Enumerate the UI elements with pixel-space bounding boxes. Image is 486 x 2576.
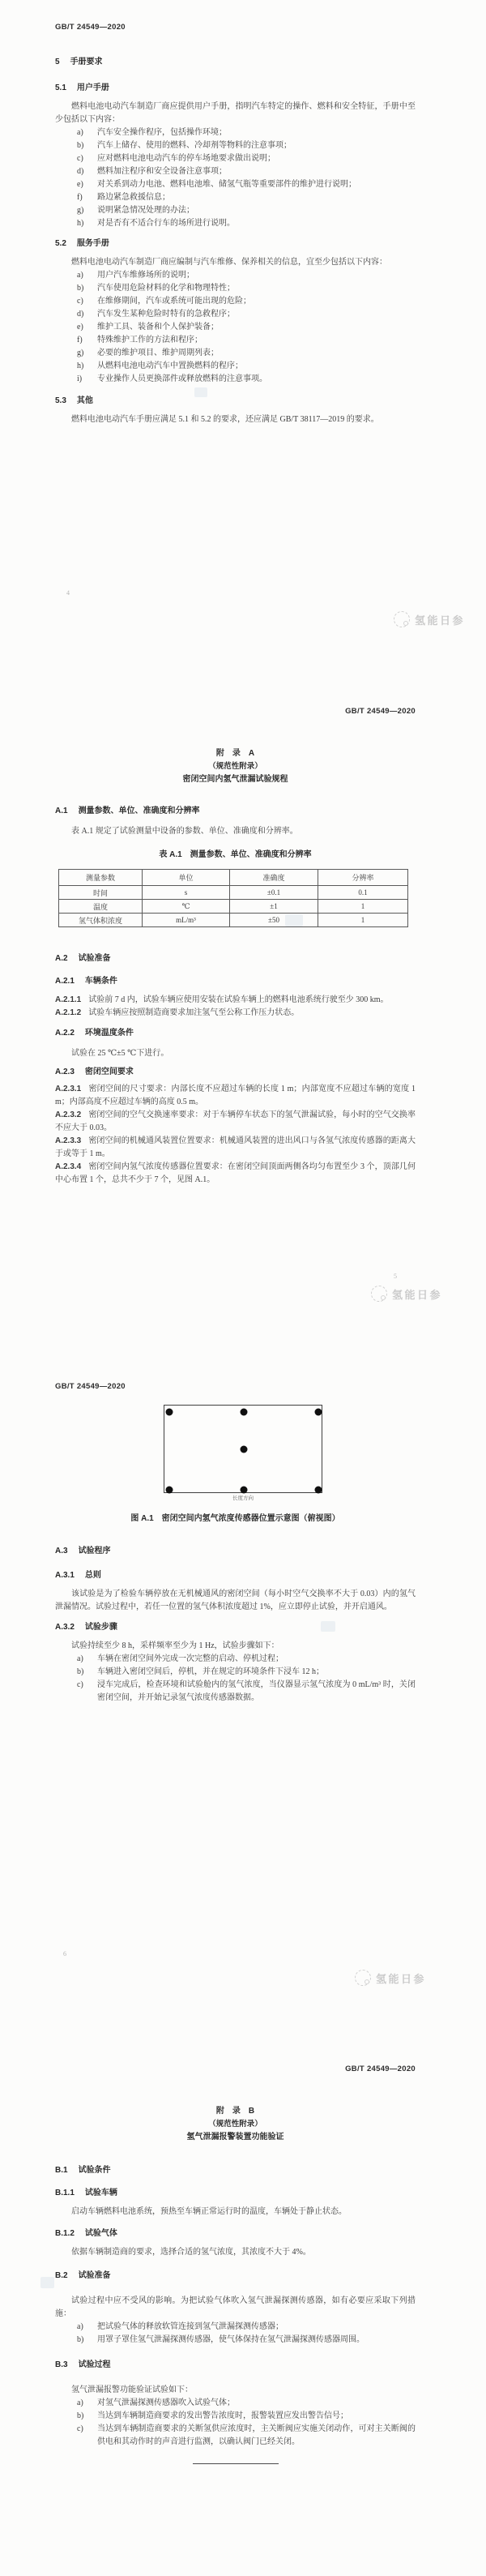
list-item bbox=[77, 165, 416, 178]
table-cell: 0.1 bbox=[318, 886, 408, 900]
page-number: 4 bbox=[66, 589, 70, 597]
list-item-text: 应对燃料电池电动汽车的停车场地要求做出说明； bbox=[97, 154, 275, 163]
section-title: 其他 bbox=[76, 396, 93, 405]
page-number: 6 bbox=[63, 1950, 66, 1958]
clause-number: A.2.3.1 bbox=[55, 1085, 82, 1093]
table-row bbox=[59, 886, 408, 900]
clause-a212 bbox=[55, 1007, 416, 1020]
section-a2-heading bbox=[55, 953, 416, 965]
section-title: 试验步骤 bbox=[84, 1623, 117, 1632]
appendix-title: 氢气泄漏报警装置功能验证 bbox=[186, 2133, 284, 2142]
table-cell: ±50 bbox=[230, 914, 318, 927]
section-number: B.2 bbox=[55, 2271, 68, 2280]
running-header: GB/T 24549—2020 bbox=[55, 23, 126, 32]
list-item-label: h) bbox=[77, 219, 84, 228]
section-a31-heading bbox=[55, 1570, 416, 1581]
section-5-2-heading bbox=[55, 238, 416, 250]
scan-artifact bbox=[40, 2277, 54, 2288]
paragraph: 启动车辆燃料电池系统，预热至车辆正常运行时的温度，车辆处于静止状态。 bbox=[71, 2207, 347, 2216]
section-title: 测量参数、单位、准确度和分辨率 bbox=[78, 807, 200, 815]
watermark-text: 氢能日参 bbox=[376, 1972, 427, 1985]
watermark bbox=[394, 611, 465, 627]
list-item-text: 用户汽车维修场所的说明； bbox=[97, 271, 194, 280]
list-item bbox=[77, 204, 416, 217]
page-2 bbox=[55, 707, 416, 1187]
clause-number: A.2.3.3 bbox=[55, 1136, 82, 1145]
section-title: 用户手册 bbox=[76, 83, 109, 92]
list-b3 bbox=[55, 2397, 416, 2449]
section-title: 试验气体 bbox=[84, 2229, 117, 2238]
list-item bbox=[77, 2334, 416, 2347]
list-item-label: h) bbox=[77, 362, 84, 370]
table-cell: ±1 bbox=[230, 900, 318, 914]
paragraph: 燃料电池电动汽车制造厂商应提供用户手册，指明汽车特定的操作、燃料和安全特征，手册中至少包括以下内容： bbox=[55, 102, 416, 124]
column-header: 准确度 bbox=[230, 870, 318, 886]
list-item bbox=[77, 308, 416, 321]
list-item-label: i) bbox=[77, 374, 83, 383]
list-item bbox=[77, 1653, 416, 1666]
watermark-logo-icon bbox=[394, 611, 410, 627]
clause-text: 密闭空间的尺寸要求：内部长度不应超过车辆的长度 1 m；内部宽度不应超过车辆的宽度 1 m；内部高度不应超过车辆的高度 0.5 m。 bbox=[55, 1085, 416, 1106]
table-row bbox=[59, 914, 408, 927]
list-item-label: e) bbox=[77, 180, 83, 189]
list-item bbox=[77, 295, 416, 308]
list-item-text: 维护工具、装备和个人保护装备； bbox=[97, 323, 219, 332]
clause-text: 试验车辆应按照制造商要求加注氢气至公称工作压力状态。 bbox=[88, 1008, 300, 1017]
figure-caption: 图 A.1 密闭空间内氢气浓度传感器位置示意图（俯视图） bbox=[130, 1514, 340, 1523]
table-header-row bbox=[59, 870, 408, 886]
list-item-text: 汽车发生某种危险时特有的急救程序； bbox=[97, 310, 235, 319]
list-item bbox=[77, 334, 416, 347]
table-cell: mL/m³ bbox=[143, 914, 230, 927]
list-item-text: 燃料加注程序和安全设备注意事项； bbox=[97, 167, 227, 176]
list-item-label: f) bbox=[77, 193, 83, 202]
table-row bbox=[59, 900, 408, 914]
list-item-text: 把试验气体的释放软管连接到氢气泄漏探测传感器； bbox=[97, 2322, 284, 2331]
list-item-text: 在维修期间，汽车或系统可能出现的危险； bbox=[97, 297, 251, 306]
list-item-text: 专业操作人员更换部件或释放燃料的注意事项。 bbox=[97, 374, 267, 383]
list-item-text: 汽车安全操作程序，包括操作环境； bbox=[97, 128, 227, 137]
section-a32-heading bbox=[55, 1622, 416, 1633]
list-item bbox=[77, 1679, 416, 1705]
list-item-label: a) bbox=[77, 271, 83, 280]
list-item bbox=[77, 282, 416, 295]
list-item-label: d) bbox=[77, 167, 84, 176]
section-title: 服务手册 bbox=[76, 239, 109, 248]
list-item bbox=[77, 217, 416, 230]
section-title: 试验准备 bbox=[78, 2271, 111, 2280]
scan-artifact bbox=[321, 1621, 335, 1632]
watermark-logo-icon bbox=[371, 1286, 387, 1302]
watermark-logo-dot bbox=[364, 1979, 369, 1984]
table-cell: 时间 bbox=[59, 886, 143, 900]
scan-artifact bbox=[194, 387, 207, 397]
section-number: A.2 bbox=[55, 954, 68, 963]
section-title: 手册要求 bbox=[70, 58, 103, 66]
list-item bbox=[77, 152, 416, 165]
list-item-text: 从燃料电池电动汽车中置换燃料的程序； bbox=[97, 362, 243, 370]
section-number: A.2.3 bbox=[55, 1068, 75, 1076]
paragraph: 燃料电池电动汽车制造厂商应编制与汽车维修、保养相关的信息，宜至少包括以下内容： bbox=[71, 258, 387, 267]
list-item bbox=[77, 347, 416, 360]
paragraph: 表 A.1 规定了试验测量中设备的参数、单位、准确度和分辨率。 bbox=[71, 827, 298, 836]
sensor-dot bbox=[241, 1487, 248, 1494]
list-b2 bbox=[55, 2321, 416, 2347]
section-title: 总则 bbox=[84, 1571, 101, 1580]
list-5-2 bbox=[55, 269, 416, 386]
list-item-label: c) bbox=[77, 1680, 83, 1689]
list-item-label: b) bbox=[77, 2411, 84, 2420]
clause-text: 密闭空间内氢气浓度传感器位置要求：在密闭空间顶面两侧各均匀布置至少 3 个，顶部几何中心布置 1 个，总共不少于 7 个，见图 A.1。 bbox=[55, 1162, 416, 1184]
section-a21-heading bbox=[55, 976, 416, 987]
sensor-dot bbox=[166, 1487, 173, 1494]
sensor-dot bbox=[315, 1409, 322, 1416]
page-4 bbox=[55, 2065, 416, 2464]
list-item bbox=[77, 126, 416, 139]
section-title: 车辆条件 bbox=[84, 977, 117, 986]
appendix-a-heading bbox=[55, 747, 416, 786]
section-number: A.3.2 bbox=[55, 1623, 75, 1632]
section-title: 试验条件 bbox=[78, 2166, 111, 2175]
section-5-3-heading bbox=[55, 396, 416, 407]
end-of-document-rule bbox=[193, 2463, 279, 2464]
section-number: 5 bbox=[55, 58, 60, 66]
paragraph: 氢气泄漏报警功能验证试验如下： bbox=[71, 2386, 193, 2394]
scan-artifact bbox=[285, 914, 303, 926]
list-item-label: b) bbox=[77, 1667, 84, 1676]
clause-a231 bbox=[55, 1083, 416, 1109]
list-item-text: 必要的维护项目、维护周期列表； bbox=[97, 349, 219, 357]
appendix-title: 密闭空间内氢气泄漏试验规程 bbox=[182, 775, 288, 784]
list-item-text: 说明紧急情况处理的办法； bbox=[97, 206, 194, 215]
list-item-label: c) bbox=[77, 154, 83, 163]
list-item bbox=[77, 269, 416, 282]
list-item bbox=[77, 2397, 416, 2410]
section-title: 密闭空间要求 bbox=[84, 1068, 134, 1076]
list-item-label: a) bbox=[77, 128, 83, 137]
list-item bbox=[77, 321, 416, 334]
section-number: A.3.1 bbox=[55, 1571, 75, 1580]
section-number: A.3 bbox=[55, 1547, 68, 1555]
page-number: 5 bbox=[394, 1273, 397, 1280]
section-number: 5.1 bbox=[55, 83, 66, 92]
list-item-label: f) bbox=[77, 336, 83, 344]
running-header: GB/T 24549—2020 bbox=[345, 2065, 416, 2073]
appendix-b-heading bbox=[55, 2105, 416, 2144]
list-item bbox=[77, 360, 416, 373]
section-number: A.2.1 bbox=[55, 977, 75, 986]
clause-text: 密闭空间的空气交换速率要求：对于车辆停车状态下的氢气泄漏试验，每小时的空气交换率不应大于 0.03。 bbox=[55, 1110, 416, 1132]
figure-a1-diagram bbox=[164, 1405, 322, 1493]
section-number: 5.2 bbox=[55, 239, 66, 248]
list-item-label: d) bbox=[77, 310, 84, 319]
list-item-label: c) bbox=[77, 2424, 83, 2433]
section-title: 试验过程 bbox=[78, 2360, 111, 2369]
appendix-label: 附 录 B bbox=[215, 2107, 255, 2116]
list-item-label: e) bbox=[77, 323, 83, 332]
table-cell: s bbox=[143, 886, 230, 900]
section-title: 试验程序 bbox=[78, 1547, 111, 1555]
section-number: B.1.2 bbox=[55, 2229, 75, 2238]
section-number: B.3 bbox=[55, 2360, 68, 2369]
clause-number: A.2.3.2 bbox=[55, 1110, 82, 1119]
list-item-text: 对关系到动力电池、燃料电池堆、储氢气瓶等重要部件的维护进行说明； bbox=[97, 180, 356, 189]
table-cell: 1 bbox=[318, 900, 408, 914]
section-a3-heading bbox=[55, 1546, 416, 1557]
running-header: GB/T 24549—2020 bbox=[55, 1382, 126, 1391]
list-item-label: b) bbox=[77, 2335, 84, 2344]
list-item-text: 当达到车辆制造商要求的关断氢供应浓度时，主关断阀应实施关闭动作，可对主关断阀的供电和其动作时的声音进行监测，以确认阀门已经关闭。 bbox=[97, 2424, 416, 2446]
section-title: 环境温度条件 bbox=[84, 1029, 134, 1038]
list-item-text: 用罩子罩住氢气泄漏探测传感器，使气体保持在氢气泄漏探测传感器周围。 bbox=[97, 2335, 364, 2344]
paragraph: 试验过程中应不受风的影响。为把试验气体吹入氢气泄漏探测传感器，如有必要应采取下列措施： bbox=[55, 2296, 416, 2318]
list-item-text: 汽车使用危险材料的化学和物理特性； bbox=[97, 284, 235, 293]
list-item-text: 浸车完成后，检查环境和试验舱内的氢气浓度，当仪器显示氢气浓度为 0 mL/m³ 时，关闭密闭空间，并开始记录氢气浓度传感器数据。 bbox=[97, 1680, 416, 1702]
table-cell: 氢气体积浓度 bbox=[59, 914, 143, 927]
watermark-logo-dot bbox=[381, 1295, 386, 1300]
clause-text: 试验前 7 d 内，试验车辆应使用安装在试验车辆上的燃料电池系统行驶至少 300 km。 bbox=[88, 995, 389, 1004]
section-title: 试验准备 bbox=[78, 954, 111, 963]
clause-a232 bbox=[55, 1109, 416, 1135]
column-header: 单位 bbox=[143, 870, 230, 886]
list-item bbox=[77, 191, 416, 204]
table-a1 bbox=[58, 869, 408, 927]
section-b2-heading bbox=[55, 2270, 416, 2282]
watermark bbox=[355, 1970, 426, 1986]
sensor-dot bbox=[315, 1487, 322, 1494]
list-item-label: g) bbox=[77, 206, 84, 215]
list-item-label: a) bbox=[77, 2398, 83, 2407]
column-header: 测量参数 bbox=[59, 870, 143, 886]
sensor-dot bbox=[166, 1409, 173, 1416]
watermark bbox=[371, 1286, 442, 1302]
list-item-text: 特殊维护工作的方法和程序； bbox=[97, 336, 202, 344]
running-header: GB/T 24549—2020 bbox=[345, 707, 416, 716]
list-item-text: 路边紧急救援信息； bbox=[97, 193, 170, 202]
list-item bbox=[77, 2410, 416, 2423]
sensor-dot bbox=[241, 1409, 248, 1416]
list-item-text: 车辆进入密闭空间后，停机，并在规定的环境条件下浸车 12 h； bbox=[97, 1667, 324, 1676]
list-item-label: b) bbox=[77, 141, 84, 150]
section-a1-heading bbox=[55, 806, 416, 817]
paragraph: 试验持续至少 8 h，采样频率至少为 1 Hz，试验步骤如下： bbox=[71, 1641, 279, 1650]
paragraph: 试验在 25 ℃±5 ℃下进行。 bbox=[71, 1049, 169, 1058]
page-3 bbox=[55, 1382, 416, 1705]
section-number: A.2.2 bbox=[55, 1029, 75, 1038]
list-item bbox=[77, 178, 416, 191]
appendix-type: （规范性附录） bbox=[208, 762, 262, 771]
section-a22-heading bbox=[55, 1028, 416, 1039]
column-header: 分辨率 bbox=[318, 870, 408, 886]
page-1 bbox=[55, 23, 416, 426]
list-item-label: a) bbox=[77, 2322, 83, 2331]
list-item bbox=[77, 139, 416, 152]
clause-a233 bbox=[55, 1135, 416, 1161]
paragraph: 该试验是为了检验车辆停放在无机械通风的密闭空间（每小时空气交换率不大于 0.03）内的氢气泄漏情况。试验过程中，若任一位置的氢气体积浓度超过 1%，应立即停止试验，并开启通风。 bbox=[55, 1590, 416, 1611]
list-item-text: 对是否有不适合行车的场所进行说明。 bbox=[97, 219, 235, 228]
section-number: B.1.1 bbox=[55, 2189, 75, 2197]
list-item-text: 当达到车辆制造商要求的发出警告浓度时，报警装置应发出警告信号； bbox=[97, 2411, 348, 2420]
list-item-label: c) bbox=[77, 297, 83, 306]
list-5-1 bbox=[55, 126, 416, 230]
list-item-label: g) bbox=[77, 349, 84, 357]
list-item bbox=[77, 2423, 416, 2449]
list-item-text: 对氢气泄漏探测传感器吹入试验气体； bbox=[97, 2398, 235, 2407]
watermark-logo-dot bbox=[403, 621, 408, 626]
section-5-1-heading bbox=[55, 83, 416, 94]
clause-a211 bbox=[55, 994, 416, 1007]
list-item-label: b) bbox=[77, 284, 84, 293]
watermark-text: 氢能日参 bbox=[415, 614, 466, 627]
table-cell: 温度 bbox=[59, 900, 143, 914]
section-b3-heading bbox=[55, 2360, 416, 2371]
clause-number: A.2.3.4 bbox=[55, 1162, 82, 1171]
clause-a234 bbox=[55, 1161, 416, 1187]
section-number: 5.3 bbox=[55, 396, 66, 405]
list-a32 bbox=[55, 1653, 416, 1705]
appendix-type: （规范性附录） bbox=[208, 2120, 262, 2129]
watermark-text: 氢能日参 bbox=[392, 1288, 443, 1301]
section-b11-heading bbox=[55, 2188, 416, 2199]
section-5-heading bbox=[55, 57, 416, 68]
section-title: 试验车辆 bbox=[84, 2189, 117, 2197]
list-item-label: a) bbox=[77, 1654, 83, 1663]
sensor-dot bbox=[241, 1446, 248, 1453]
table-cell: ℃ bbox=[143, 900, 230, 914]
appendix-label: 附 录 A bbox=[215, 749, 255, 758]
list-item bbox=[77, 1666, 416, 1679]
clause-text: 密闭空间的机械通风装置位置要求：机械通风装置的进出风口与各氢气浓度传感器的距离大于或等于 1 m。 bbox=[55, 1136, 416, 1158]
paragraph: 燃料电池电动汽车手册应满足 5.1 和 5.2 的要求，还应满足 GB/T 38117—2019 的要求。 bbox=[71, 415, 379, 424]
table-cell: 1 bbox=[318, 914, 408, 927]
section-b12-heading bbox=[55, 2228, 416, 2240]
list-item bbox=[77, 373, 416, 386]
table-caption: 表 A.1 测量参数、单位、准确度和分辨率 bbox=[159, 850, 312, 859]
list-item-text: 车辆在密闭空间外完成一次完整的启动、停机过程； bbox=[97, 1654, 284, 1663]
clause-number: A.2.1.2 bbox=[55, 1008, 82, 1017]
section-b1-heading bbox=[55, 2165, 416, 2176]
figure-axis-label: 长度方向 bbox=[232, 1496, 254, 1501]
section-number: B.1 bbox=[55, 2166, 68, 2175]
section-number: A.1 bbox=[55, 807, 68, 815]
paragraph: 依据车辆制造商的要求，选择合适的氢气浓度，其浓度不大于 4%。 bbox=[71, 2248, 311, 2257]
table-cell: ±0.1 bbox=[230, 886, 318, 900]
clause-number: A.2.1.1 bbox=[55, 995, 82, 1004]
list-item bbox=[77, 2321, 416, 2334]
watermark-logo-icon bbox=[355, 1970, 371, 1986]
section-a23-heading bbox=[55, 1067, 416, 1078]
list-item-text: 汽车上储存、使用的燃料、冷却剂等物料的注意事项； bbox=[97, 141, 292, 150]
